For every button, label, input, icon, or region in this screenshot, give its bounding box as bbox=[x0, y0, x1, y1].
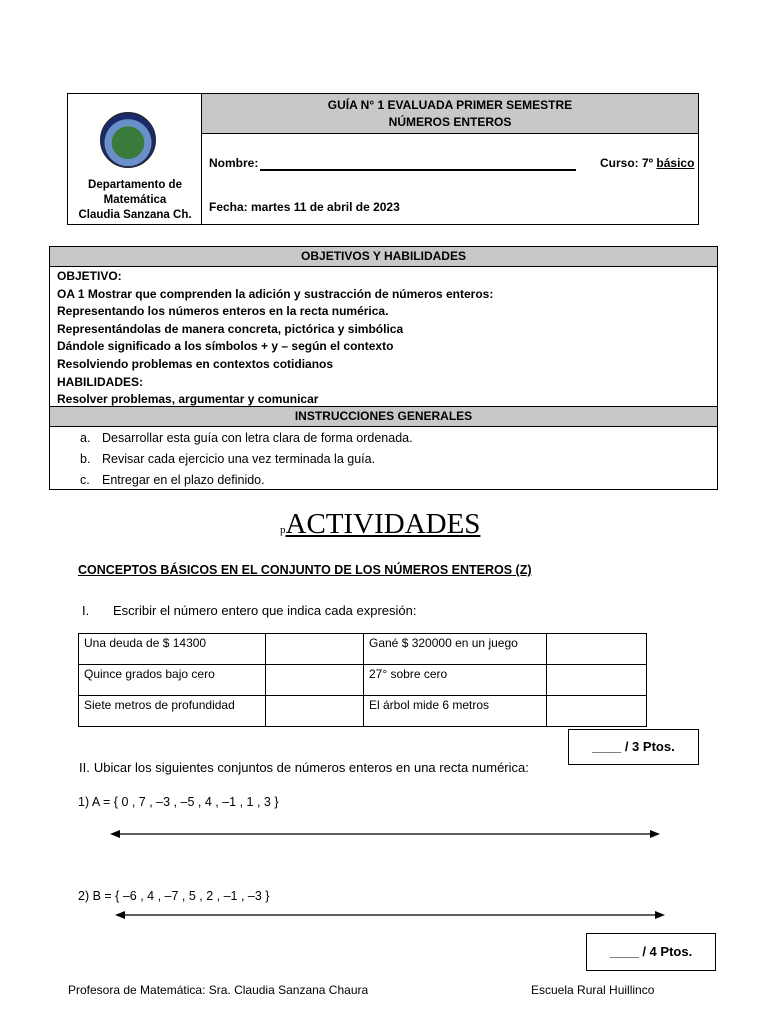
objective-line: OA 1 Mostrar que comprenden la adición y sustracción de números enteros: bbox=[57, 286, 494, 301]
objective-line: Resolviendo problemas en contextos cotidianos bbox=[57, 356, 334, 371]
nombre-label: Nombre: bbox=[209, 156, 259, 170]
department-line: Departamento de bbox=[88, 179, 182, 191]
instruction-text: Desarrollar esta guía con letra clara de forma ordenada. bbox=[102, 431, 413, 445]
expression-cell: Quince grados bajo cero bbox=[79, 665, 266, 696]
expressions-table bbox=[78, 633, 647, 727]
instructions-list bbox=[80, 428, 413, 491]
objective-line: Dándole significado a los símbolos + y – según el contexto bbox=[57, 339, 394, 354]
part1-label: I. bbox=[82, 603, 90, 618]
objectives-list bbox=[57, 268, 493, 409]
part2-text: Ubicar los siguientes conjuntos de números enteros en una recta numérica: bbox=[93, 760, 529, 775]
answer-cell[interactable] bbox=[547, 696, 647, 727]
instructions-heading: INSTRUCCIONES GENERALES bbox=[50, 406, 717, 427]
set-a: 1) A = { 0 , 7 , –3 , –5 , 4 , –1 , 1 , 3 } bbox=[78, 795, 279, 809]
activities-title-text: ACTIVIDADES bbox=[285, 508, 481, 540]
header-box bbox=[67, 93, 699, 225]
nombre-field[interactable] bbox=[260, 169, 576, 171]
part1-points-box: ____ / 3 Ptos. bbox=[568, 729, 699, 765]
answer-cell[interactable] bbox=[547, 665, 647, 696]
expression-cell: 27° sobre cero bbox=[364, 665, 547, 696]
department-line: Claudia Sanzana Ch. bbox=[78, 209, 192, 221]
fecha-label: Fecha: martes 11 de abril de 2023 bbox=[209, 200, 400, 214]
answer-cell[interactable] bbox=[266, 696, 364, 727]
objective-line: HABILIDADES: bbox=[57, 374, 143, 389]
activities-title bbox=[280, 508, 480, 541]
instruction-item bbox=[80, 449, 413, 470]
guide-title-line: GUÍA N° 1 EVALUADA PRIMER SEMESTRE bbox=[327, 98, 573, 112]
objectives-heading: OBJETIVOS Y HABILIDADES bbox=[50, 247, 717, 267]
guide-title-line: NÚMEROS ENTEROS bbox=[388, 115, 512, 129]
expression-cell: Gané $ 320000 en un juego bbox=[364, 634, 547, 665]
expression-cell: Siete metros de profundidad bbox=[79, 696, 266, 727]
footer-teacher: Profesora de Matemática: Sra. Claudia Sanzana Chaura bbox=[68, 983, 369, 997]
objective-line: Representándolas de manera concreta, pictórica y simbólica bbox=[57, 321, 404, 336]
part2-label: II. bbox=[79, 760, 90, 775]
expression-cell: El árbol mide 6 metros bbox=[364, 696, 547, 727]
footer-school: Escuela Rural Huillinco bbox=[531, 983, 655, 997]
part2-instruction bbox=[79, 760, 529, 775]
part1-instruction bbox=[82, 603, 417, 618]
curso-value: básico bbox=[656, 156, 695, 170]
instruction-item bbox=[80, 470, 413, 491]
instruction-letter: a. bbox=[80, 431, 91, 445]
number-line-a[interactable] bbox=[110, 826, 660, 842]
instruction-text: Revisar cada ejercicio una vez terminada la guía. bbox=[102, 452, 376, 466]
header-logo-cell bbox=[68, 94, 202, 224]
instruction-letter: c. bbox=[80, 473, 90, 487]
table-row bbox=[79, 634, 647, 665]
section-heading: CONCEPTOS BÁSICOS EN EL CONJUNTO DE LOS NÚMEROS ENTEROS (Z) bbox=[78, 563, 532, 577]
table-row bbox=[79, 696, 647, 727]
instruction-item bbox=[80, 428, 413, 449]
answer-cell[interactable] bbox=[266, 665, 364, 696]
expression-cell: Una deuda de $ 14300 bbox=[79, 634, 266, 665]
answer-cell[interactable] bbox=[266, 634, 364, 665]
objective-line: Resolver problemas, argumentar y comunicar bbox=[57, 392, 319, 407]
school-logo-icon bbox=[100, 112, 156, 168]
part1-text: Escribir el número entero que indica cada expresión: bbox=[113, 603, 417, 618]
part2-points-box: ____ / 4 Ptos. bbox=[586, 933, 716, 971]
answer-cell[interactable] bbox=[547, 634, 647, 665]
set-b: 2) B = { –6 , 4 , –7 , 5 , 2 , –1 , –3 } bbox=[78, 889, 270, 903]
curso-prefix: Curso: 7º bbox=[600, 156, 657, 170]
instruction-text: Entregar en el plazo definido. bbox=[102, 473, 265, 487]
activities-prefix: p bbox=[280, 524, 286, 536]
objective-line: Representando los números enteros en la recta numérica. bbox=[57, 304, 389, 319]
number-line-b[interactable] bbox=[115, 907, 665, 923]
department-label bbox=[68, 178, 202, 223]
department-line: Matemática bbox=[103, 194, 167, 206]
table-row bbox=[79, 665, 647, 696]
instruction-letter: b. bbox=[80, 452, 91, 466]
objectives-box bbox=[49, 246, 718, 490]
objective-line: OBJETIVO: bbox=[57, 269, 122, 283]
curso-label bbox=[600, 156, 694, 170]
guide-title bbox=[202, 94, 698, 134]
